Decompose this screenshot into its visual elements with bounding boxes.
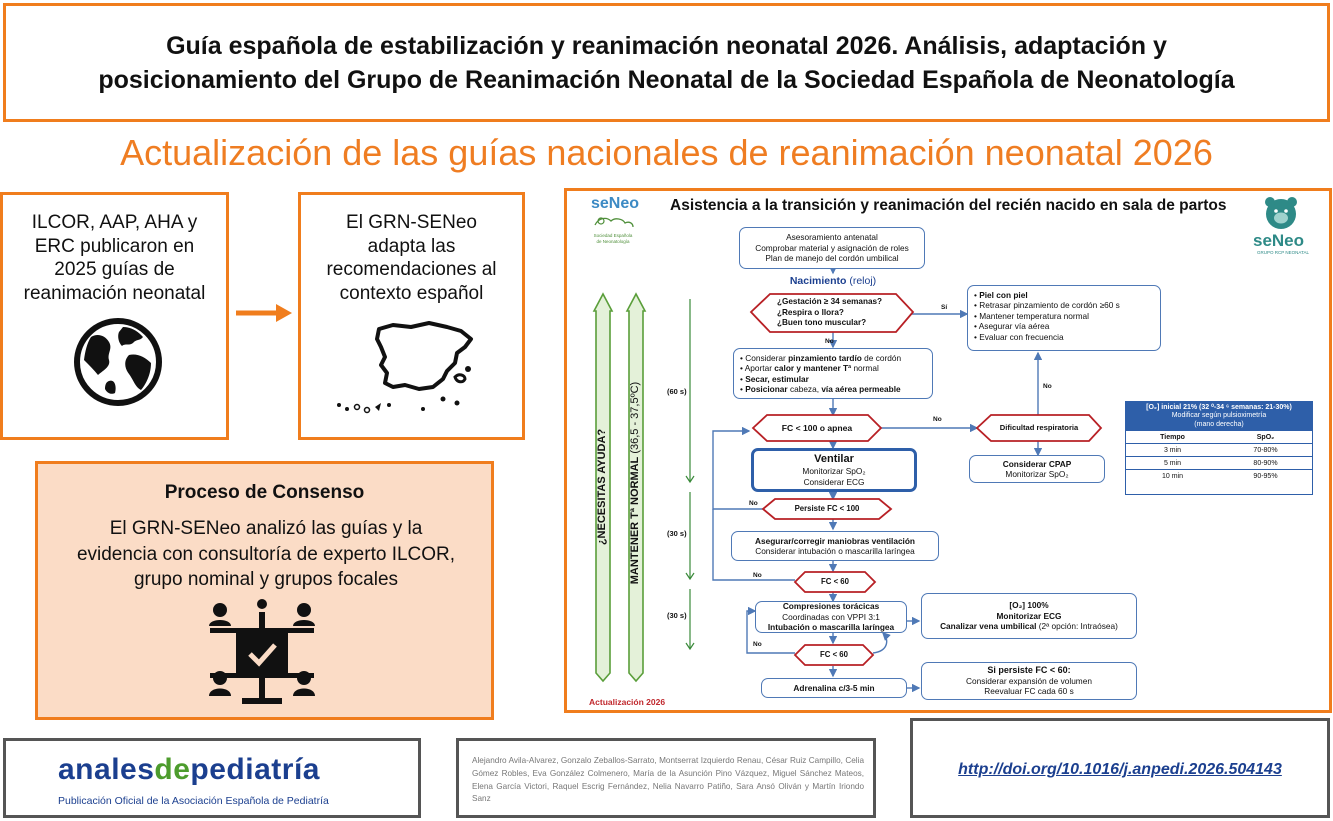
authors-text: Alejandro Avila-Alvarez, Gonzalo Zeballos-Sarrato, Montserrat Izquierdo Renau, César Ruiz Campillo, Celia Gómez Robles, Eva González Colmenero, María de la Asunción Pino Vázquez, Miguel Sánchez Mateos, Elena García Victori, Raquel Escrig Fernández, Nelia Navarro Patiño, Sara Ansó Oliván y Martín Iriondo Sanz (472, 756, 864, 804)
journal-logo (58, 753, 320, 787)
seneo-logo-left-sub-line-2: de Neonatología (596, 238, 630, 244)
time-60s: (60 s) (667, 387, 687, 396)
journal-subtitle: Publicación Oficial de la Asociación Española de Pediatría (58, 795, 329, 807)
persiste60-line-2: Considerar expansión de volumen (966, 675, 1092, 686)
antenatal-box (739, 227, 925, 269)
table-row (1126, 457, 1312, 470)
subtitle: Actualización de las guías nacionales de reanimación neonatal 2026 (120, 132, 1213, 173)
step-airway-b: cabeza, (787, 384, 822, 395)
step-heat-c: normal (851, 363, 879, 374)
oxygen-vena-rest: (2ª opción: Intraósea) (1036, 621, 1118, 632)
help-arrow-label: ¿NECESITAS AYUDA? (596, 428, 608, 546)
table-row (1126, 470, 1312, 483)
compresiones-title: Compresiones torácicas (782, 601, 880, 612)
right-arrow-icon (234, 301, 294, 325)
ilcor-box (0, 192, 229, 440)
skin-item-1: • Piel con piel (974, 290, 1028, 300)
hex-persiste-fc100: Persiste FC < 100 (794, 503, 860, 513)
step-cord-b: pinzamiento tardío (788, 353, 862, 363)
oxygen-ecg: Monitorizar ECG (996, 610, 1062, 621)
birth-bold: Nacimiento (789, 275, 847, 287)
time-30s-1: (30 s) (667, 529, 687, 538)
adrenalina-text: Adrenalina c/3-5 min (793, 682, 875, 693)
skin-item-2: • Retrasar pinzamiento de cordón ≥60 s (974, 300, 1120, 311)
spain-map-icon (331, 317, 501, 417)
hex-fc60-b: FC < 60 (820, 649, 848, 659)
algorithm-panel (564, 188, 1332, 713)
step-heat-b: calor y mantener Tª (774, 363, 852, 374)
skin-item-3: • Mantener temperatura normal (974, 310, 1089, 321)
spo2-row-1-time: 3 min (1163, 446, 1182, 454)
antenatal-line-3: Plan de manejo del cordón umbilical (765, 253, 899, 264)
compresiones-box (755, 601, 907, 633)
ilcor-line-2: ERC publicaron en (34, 235, 195, 257)
seneo-logo-right: seNeo (1253, 231, 1305, 250)
globe-icon (71, 315, 165, 409)
hex-dificultad-respiratoria: Dificultad respiratoria (999, 422, 1079, 432)
initial-questions (777, 297, 897, 329)
journal-logo-a: anales (58, 753, 155, 786)
persiste-fc60-box (921, 662, 1137, 700)
spo2-row-3-value: 90-95% (1253, 473, 1278, 481)
consensus-line-2: evidencia con consultoría de experto ILCOR, (76, 543, 456, 565)
spo2-row-2-time: 5 min (1163, 459, 1182, 467)
label-no-4: No (749, 500, 758, 507)
title-line-1: Guía española de estabilización y reanimación neonatal 2026. Análisis, adaptación y (166, 31, 1167, 60)
label-no-3: No (1043, 383, 1052, 390)
ilcor-line-3: 2025 guías de (54, 259, 175, 280)
oxygen-title: [O₂] 100% (1009, 600, 1049, 611)
update-2026-label: Actualización 2026 (589, 697, 666, 707)
ventilar-title: Ventilar (814, 453, 854, 466)
table-row (1126, 444, 1312, 457)
compresiones-sub: Coordinadas con VPPI 3:1 (782, 611, 880, 622)
spo2-table (1125, 401, 1313, 495)
skin-item-1-text: Piel con piel (979, 290, 1028, 300)
grn-line-4: contexto español (339, 282, 484, 304)
step-airway: • Posicionar cabeza, vía aérea permeable (740, 384, 901, 395)
spo2-row-2-value: 80-90% (1253, 459, 1278, 467)
asegurar-sub: Considerar intubación o mascarilla laríngea (755, 546, 915, 556)
label-no-2: No (933, 416, 942, 423)
spo2-table-header (1126, 402, 1312, 431)
birth-rest: (reloj) (846, 275, 877, 287)
label-no-5: No (753, 572, 762, 579)
step-airway-a: Posicionar (745, 384, 788, 395)
meeting-consensus-icon (206, 598, 318, 708)
spo2-head-2: Modificar según pulsioximetría (1171, 412, 1267, 420)
adrenalina-box (761, 678, 907, 698)
step-cord: • Considerar pinzamiento tardío de cordón (740, 353, 902, 363)
journal-logo-b: de (154, 753, 191, 786)
consensus-text (53, 516, 479, 593)
hex-fc60: FC < 60 (821, 576, 849, 586)
spo2-row-3-time: 10 min (1161, 473, 1183, 481)
cpap-box (969, 455, 1105, 483)
oxygen-vena (922, 621, 1136, 631)
consensus-box (35, 461, 494, 720)
step-heat-a: Aportar (744, 363, 775, 374)
hex-fc100-apnea: FC < 100 o apnea (781, 422, 853, 433)
grn-adapta-box (298, 192, 525, 440)
step-dry: • Secar, estimular (740, 373, 809, 384)
ventilar-box (751, 448, 917, 492)
consensus-line-3: grupo nominal y grupos focales (133, 569, 399, 590)
asegurar-title: Asegurar/corregir maniobras ventilación (755, 535, 915, 546)
journal-logo-box (3, 738, 421, 818)
ilcor-line-4: reanimación neonatal (23, 282, 206, 304)
oxygen-vena-bold: Canalizar vena umbilical (940, 621, 1037, 632)
birth-label (745, 275, 921, 287)
step-dry-text: Secar, estimular (745, 373, 809, 384)
ilcor-line-1: ILCOR, AAP, AHA y (31, 212, 198, 233)
asegurar-ventilacion-box (731, 531, 939, 561)
journal-logo-c: pediatría (190, 753, 320, 786)
label-no-1: No (825, 338, 834, 345)
seneo-logo-right-sub: GRUPO RCP NEONATAL (1257, 250, 1310, 255)
skin-item-4-text: Asegurar vía aérea (978, 321, 1050, 332)
spo2-col-header (1126, 431, 1312, 444)
skin-item-5: • Evaluar con frecuencia (974, 331, 1064, 342)
question-breathing: ¿Respira o llora? (777, 307, 844, 317)
antenatal-line-1: Asesoramiento antenatal (786, 232, 878, 243)
step-cord-a: Considerar (745, 353, 789, 363)
flow-title: Asistencia a la transición y reanimación del recién nacido en sala de partos (670, 197, 1227, 214)
title-line-2: posicionamiento del Grupo de Reanimación Neonatal de la Sociedad Española de Neonatología (98, 65, 1235, 94)
oxygen-box (921, 593, 1137, 639)
spo2-col-time: Tiempo (1160, 433, 1185, 441)
doi-link[interactable]: http://doi.org/10.1016/j.anpedi.2026.504143 (958, 761, 1282, 778)
step-cord-c: de cordón (861, 353, 902, 363)
seneo-logo-left: seNeo (591, 195, 640, 212)
grn-line-3: recomendaciones al (326, 259, 497, 280)
question-gestation: ¿Gestación ≥ 34 semanas? (777, 297, 883, 306)
cpap-title: Considerar CPAP (1002, 458, 1072, 469)
temperature-label-rest: (36,5 - 37,5ºC) (629, 381, 641, 457)
label-no-6: No (753, 641, 762, 648)
label-si: Sí (941, 304, 948, 311)
skin-item-2-text: Retrasar pinzamiento de cordón ≥60 s (979, 300, 1120, 311)
consensus-line-1: El GRN-SENeo analizó las guías y la (109, 518, 423, 539)
spo2-row-1-value: 70-80% (1253, 446, 1278, 454)
grn-line-2: adapta las (367, 235, 456, 257)
spo2-head-1: [O₂] inicial 21% (32 ⁰-34 ⁶ semanas: 21-30%) (1146, 404, 1292, 411)
grn-line-1: El GRN-SENeo (346, 212, 477, 233)
antenatal-line-2: Comprobar material y asignación de roles (755, 242, 909, 253)
consensus-title: Proceso de Consenso (164, 482, 365, 503)
skin-item-4: • Asegurar vía aérea (974, 321, 1050, 332)
authors-box (456, 738, 876, 818)
spo2-col-spo2: SpO₂ (1256, 433, 1275, 441)
time-30s-2: (30 s) (667, 611, 687, 620)
seneo-logo-left-sub-line-1: Sociedad Española (593, 233, 633, 238)
persiste60-title: Si persiste FC < 60: (987, 665, 1071, 676)
step-heat: • Aportar calor y mantener Tª normal (740, 363, 879, 374)
skin-item-5-text: Evaluar con frecuencia (979, 331, 1064, 342)
ventilar-line-1: Monitorizar SpO₂ (802, 466, 866, 477)
initial-steps-box (733, 348, 933, 399)
ventilar-line-2: Considerar ECG (803, 476, 865, 487)
question-tone: ¿Buen tono muscular? (777, 318, 867, 327)
cpap-sub: Monitorizar SpO₂ (1005, 469, 1069, 479)
doi-box (910, 718, 1330, 818)
skin-item-3-text: Mantener temperatura normal (979, 310, 1089, 321)
title-box (3, 3, 1330, 122)
step-airway-c: vía aérea permeable (821, 384, 901, 395)
temperature-label-bold: MANTENER Tª NORMAL (629, 456, 641, 585)
spo2-head-3: (mano derecha) (1194, 420, 1244, 428)
compresiones-intubacion: Intubación o mascarilla laríngea (767, 622, 895, 633)
persiste60-line-3: Reevaluar FC cada 60 s (984, 686, 1074, 697)
skin-to-skin-box (967, 285, 1161, 351)
